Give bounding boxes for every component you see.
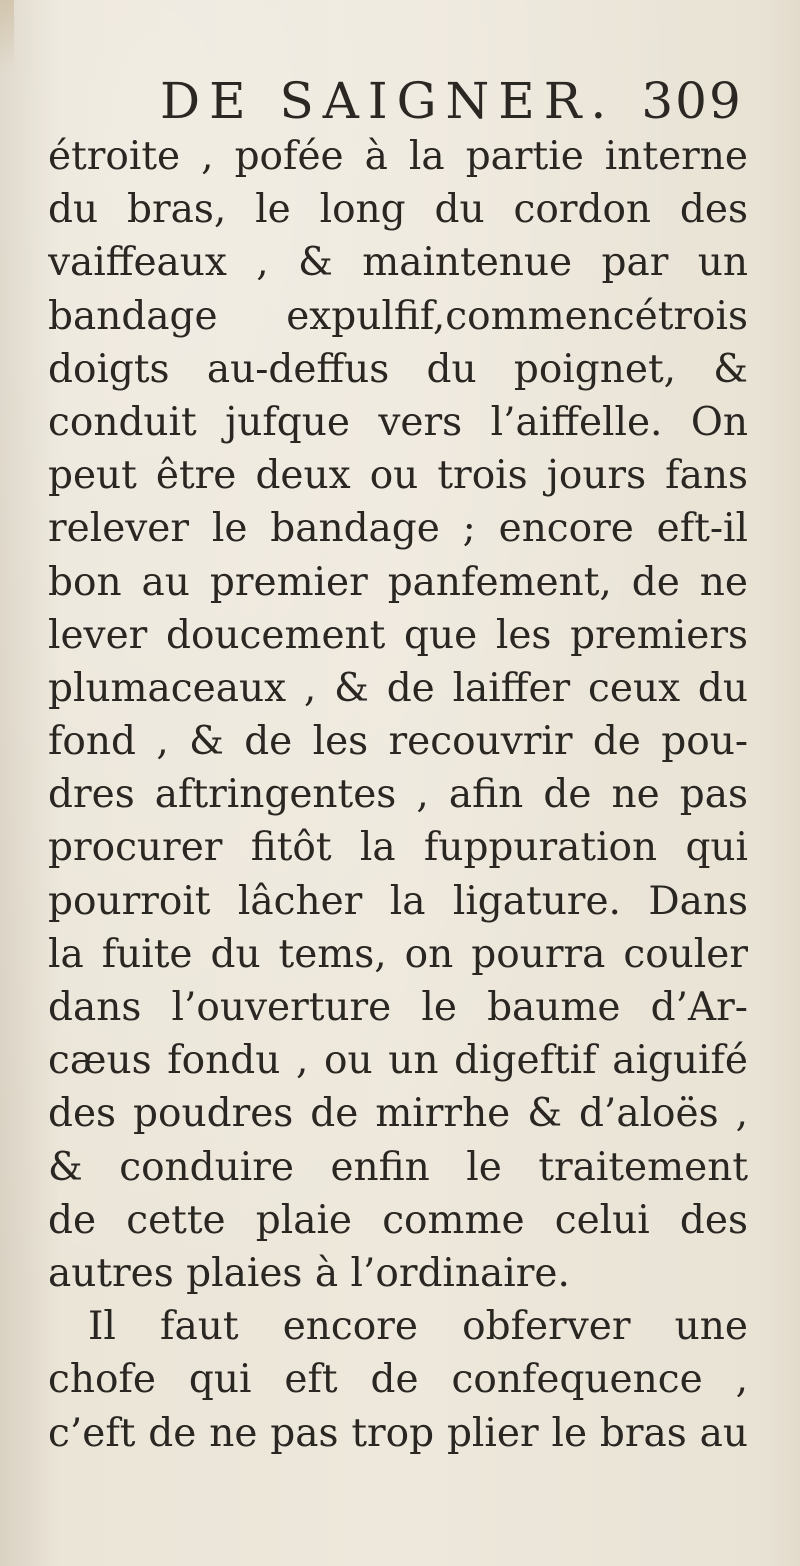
body-text [48,130,748,1460]
text-line: peut être deux ou trois jours fans [48,453,748,499]
text-line: lever doucement que les premiers [48,612,748,658]
text-line: dans l’ouverture le baume d’Ar- [48,985,748,1030]
text-line: conduit jufque vers l’aiffelle. On [48,399,748,445]
text-line: de cette plaie comme celui des [48,1197,748,1243]
running-head [160,72,743,132]
page-edge-stain [0,0,14,70]
paragraph-end-line: autres plaies à l’ordinaire. [48,1250,570,1296]
text-line: doigts au-deffus du poignet, & [48,346,748,392]
text-line: procurer fitôt la fuppuration qui [48,825,748,871]
text-line: du bras, le long du cordon des [48,187,748,233]
text-line: la fuite du tems, on pourra couler [48,931,748,977]
text-line: relever le bandage ; encore eft-il [48,506,748,552]
text-line: étroite , pofée à la partie interne [48,134,748,179]
text-line: des poudres de mirrhe & d’aloës , [48,1091,748,1137]
text-line: bon au premier panfement, de ne [48,559,748,605]
text-line: chofe qui eft de confequence , [48,1357,748,1403]
text-line: fond , & de les recouvrir de pou- [48,719,748,765]
text-line: & conduire enfin le traitement [48,1144,748,1190]
text-line: dres aftringentes , afin de ne pas [48,772,748,818]
text-line: cæus fondu , ou un digeftif aiguifé [48,1038,748,1084]
running-head-title: DE SAIGNER. [160,72,616,130]
text-line: vaiffeaux , & maintenue par un [48,240,748,286]
text-line: c’eft de ne pas trop plier le bras au [48,1410,748,1456]
page-number: 309 [641,72,743,130]
text-line: plumaceaux , & de laiffer ceux du [48,665,748,711]
text-line: bandage expulfif,commencétrois [48,293,748,339]
paragraph-start-line: Il faut encore obferver une [88,1304,748,1350]
text-line: pourroit lâcher la ligature. Dans [48,878,748,924]
